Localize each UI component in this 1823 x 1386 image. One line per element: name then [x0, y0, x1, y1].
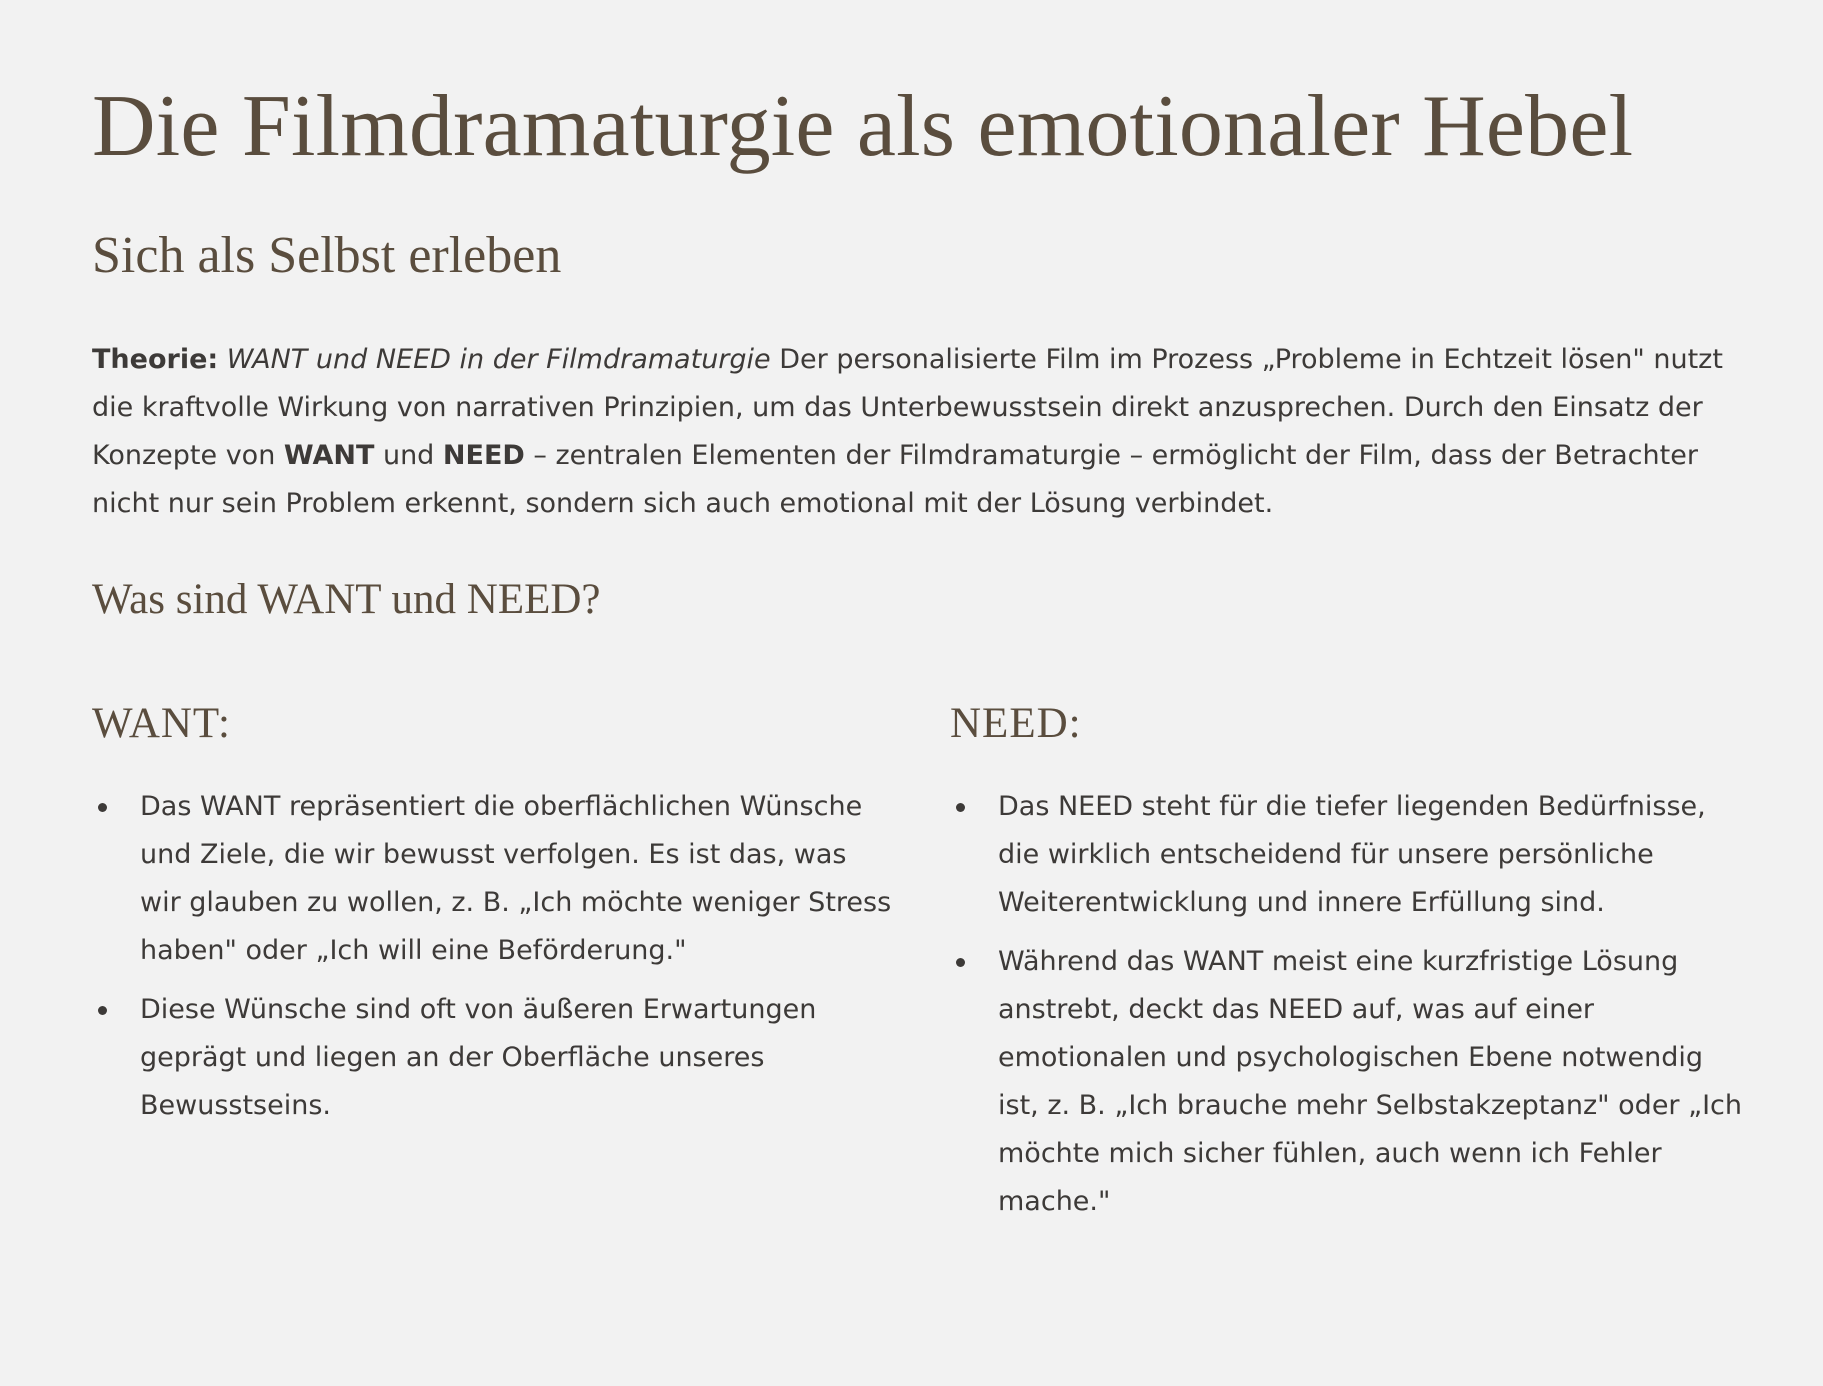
bullet-icon	[98, 1006, 107, 1015]
list-item-text: Während das WANT meist eine kurzfristige Lösung anstrebt, deckt das NEED auf, was auf einer emotionalen und psychologischen Ebene notwendig ist, z. B. „Ich brauche mehr Selbstakzeptanz" oder „Ich möchte mich sicher fühlen, auch wenn ich Fehler mache."	[998, 946, 1743, 1217]
list-item-text: Diese Wünsche sind oft von äußeren Erwartungen geprägt und liegen an der Oberfläche unseres Bewusstseins.	[140, 994, 817, 1121]
want-need-columns	[92, 699, 1742, 1259]
need-list	[950, 783, 1750, 1226]
list-item-text: Das WANT repräsentiert die oberflächlichen Wünsche und Ziele, die wir bewusst verfolgen. Es ist das, was wir glauben zu wollen, z. B. „Ich möchte weniger Stress haben" oder „Ich will eine Beförderung."	[140, 791, 892, 966]
list-item-text: Das NEED steht für die tiefer liegenden Bedürfnisse, die wirklich entscheidend für unsere persönliche Weiterentwicklung und innere Erfüllung sind.	[998, 791, 1706, 918]
want-list	[92, 783, 892, 1130]
intro-want: WANT	[283, 440, 375, 471]
list-item	[950, 938, 1750, 1226]
intro-need: NEED	[442, 440, 525, 471]
bullet-icon	[956, 803, 965, 812]
intro-text-2: und	[374, 440, 443, 471]
list-item	[92, 783, 892, 975]
intro-paragraph	[92, 336, 1732, 528]
intro-topic: WANT und NEED in der Filmdramaturgie	[226, 344, 771, 375]
page-subtitle: Sich als Selbst erleben	[92, 227, 562, 284]
intro-text-3: – zentralen Elementen der Filmdramaturgie – ermöglicht der Film, dass der Betrachter nicht nur sein Problem erkennt, sondern sich auch emotional mit der Lösung verbindet.	[92, 440, 1698, 519]
list-item	[950, 783, 1750, 927]
section-heading: Was sind WANT und NEED?	[92, 576, 601, 623]
want-column	[92, 699, 892, 1141]
need-column	[950, 699, 1750, 1237]
intro-label: Theorie:	[92, 344, 219, 375]
list-item	[92, 986, 892, 1130]
article	[92, 78, 1743, 1259]
want-heading: WANT:	[92, 700, 231, 747]
page-title: Die Filmdramaturgie als emotionaler Hebel	[92, 78, 1634, 175]
bullet-icon	[956, 958, 965, 967]
bullet-icon	[98, 803, 107, 812]
need-heading: NEED:	[950, 700, 1082, 747]
intro-text-1: Der personalisierte Film im Prozess „Probleme in Echtzeit lösen" nutzt die kraftvolle Wirkung von narrativen Prinzipien, um das Unterbewusstsein direkt anzusprechen. Durch den Einsatz der Konzepte von	[92, 344, 1723, 471]
